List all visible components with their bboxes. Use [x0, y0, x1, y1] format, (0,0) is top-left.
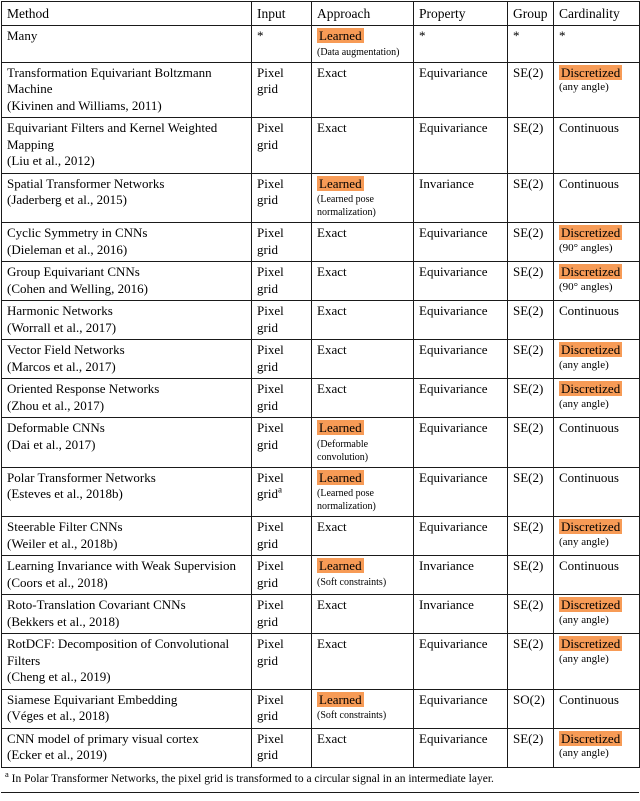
- group-cell: [508, 728, 554, 767]
- property-cell: [414, 379, 508, 418]
- approach-value: Exact: [317, 381, 347, 397]
- method-cell: [2, 634, 252, 690]
- cardinality-value: Continuous: [559, 469, 619, 485]
- property-value: Equivariance: [419, 730, 488, 746]
- cardinality-cell: [554, 301, 640, 340]
- table-footnote: [1, 768, 639, 794]
- input-value: Pixel grid: [257, 120, 284, 152]
- col-header-input: Input: [252, 2, 312, 26]
- method-name: Learning Invariance with Weak Supervision: [7, 558, 237, 574]
- method-cell: [2, 118, 252, 174]
- approach-cell: [312, 728, 414, 767]
- approach-cell: [312, 173, 414, 223]
- group-value: SE(2): [513, 225, 544, 241]
- cardinality-note: (any angle): [559, 397, 609, 410]
- approach-cell: [312, 62, 414, 118]
- property-cell: [414, 301, 508, 340]
- input-cell: [252, 556, 312, 595]
- property-cell: [414, 173, 508, 223]
- method-name: Many: [7, 28, 38, 44]
- group-cell: [508, 595, 554, 634]
- cardinality-cell: [554, 173, 640, 223]
- method-name: Group Equivariant CNNs: [7, 264, 140, 280]
- property-value: Invariance: [419, 558, 474, 574]
- approach-cell: [312, 517, 414, 556]
- input-value: Pixel grid: [257, 175, 284, 208]
- method-cell: [2, 262, 252, 301]
- col-header-cardinality: Cardinality: [554, 2, 640, 26]
- group-cell: [508, 223, 554, 262]
- group-cell: [508, 689, 554, 728]
- approach-cell: [312, 118, 414, 174]
- approach-cell: [312, 301, 414, 340]
- group-cell: [508, 118, 554, 174]
- approach-cell: [312, 634, 414, 690]
- group-value: SE(2): [513, 120, 544, 136]
- approach-cell: [312, 26, 414, 63]
- approach-note: (Learned pose normalization): [317, 194, 376, 219]
- method-cell: [2, 467, 252, 517]
- method-name: Oriented Response Networks: [7, 381, 160, 397]
- method-name: Roto-Translation Covariant CNNs: [7, 597, 186, 613]
- input-value: Pixel grid: [257, 558, 284, 590]
- table-row: [2, 118, 640, 174]
- input-cell: [252, 223, 312, 262]
- col-header-method: Method: [2, 2, 252, 26]
- approach-note: (Data augmentation): [317, 46, 400, 58]
- input-cell: [252, 62, 312, 118]
- cardinality-cell: [554, 62, 640, 118]
- group-value: SE(2): [513, 597, 544, 613]
- table-row: [2, 62, 640, 118]
- table-row: [2, 418, 640, 468]
- approach-cell: [312, 467, 414, 517]
- group-cell: [508, 262, 554, 301]
- method-citation: (Cheng et al., 2019): [7, 669, 111, 685]
- approach-value: Exact: [317, 64, 347, 80]
- property-value: Equivariance: [419, 225, 488, 241]
- property-cell: [414, 634, 508, 690]
- method-cell: [2, 223, 252, 262]
- table-row: [2, 467, 640, 517]
- input-cell: [252, 379, 312, 418]
- input-value: Pixel grid: [257, 730, 284, 763]
- approach-note: (Deformable convolution): [317, 438, 369, 463]
- footnote-text: In Polar Transformer Networks, the pixel grid is transformed to a circular signal in an intermediate layer.: [8, 772, 494, 785]
- cardinality-value: Discretized: [561, 264, 621, 280]
- cardinality-value: Continuous: [559, 303, 619, 319]
- method-cell: [2, 556, 252, 595]
- table-row: [2, 262, 640, 301]
- method-name: RotDCF: Decomposition of Convolutional Filters: [7, 636, 230, 668]
- cardinality-note: (any angle): [559, 747, 609, 760]
- method-name: Transformation Equivariant Boltzmann Machine: [7, 64, 212, 97]
- approach-value: Exact: [317, 597, 347, 613]
- input-value: Pixel grid: [257, 64, 284, 97]
- approach-value: Learned: [319, 691, 362, 707]
- approach-cell: [312, 223, 414, 262]
- property-value: Equivariance: [419, 381, 488, 397]
- cardinality-note: (any angle): [559, 358, 609, 371]
- table-row: [2, 379, 640, 418]
- cardinality-cell: [554, 118, 640, 174]
- input-value: Pixel grid: [257, 691, 284, 724]
- input-superscript: a: [277, 484, 282, 495]
- group-cell: [508, 467, 554, 517]
- group-value: *: [513, 28, 520, 44]
- approach-cell: [312, 556, 414, 595]
- approach-cell: [312, 262, 414, 301]
- method-cell: [2, 173, 252, 223]
- input-cell: [252, 173, 312, 223]
- method-name: Siamese Equivariant Embedding: [7, 691, 178, 707]
- cardinality-value: Continuous: [559, 175, 619, 191]
- property-value: Equivariance: [419, 64, 488, 80]
- method-citation: (Dai et al., 2017): [7, 436, 96, 452]
- group-value: SE(2): [513, 342, 544, 358]
- cardinality-cell: [554, 223, 640, 262]
- property-cell: [414, 418, 508, 468]
- property-value: Equivariance: [419, 691, 488, 707]
- input-value: Pixel grid: [257, 342, 284, 374]
- method-citation: (Ecker et al., 2019): [7, 747, 107, 763]
- cardinality-cell: [554, 728, 640, 767]
- input-value: *: [257, 28, 264, 44]
- input-cell: [252, 26, 312, 63]
- cardinality-note: (any angle): [559, 613, 609, 626]
- method-name: Steerable Filter CNNs: [7, 519, 123, 535]
- method-cell: [2, 689, 252, 728]
- approach-value: Exact: [317, 519, 347, 535]
- input-cell: [252, 340, 312, 379]
- group-cell: [508, 173, 554, 223]
- method-name: Spatial Transformer Networks: [7, 175, 165, 191]
- method-citation: (Liu et al., 2012): [7, 153, 95, 169]
- input-cell: [252, 118, 312, 174]
- input-value: Pixel grid: [257, 636, 284, 668]
- method-name: Deformable CNNs: [7, 420, 105, 436]
- approach-note: (Soft constraints): [317, 576, 387, 588]
- table-row: [2, 517, 640, 556]
- approach-value: Exact: [317, 264, 347, 280]
- table-row: [2, 595, 640, 634]
- group-cell: [508, 634, 554, 690]
- property-value: Invariance: [419, 597, 474, 613]
- approach-value: Exact: [317, 303, 347, 319]
- cardinality-note: (90° angles): [559, 241, 613, 254]
- method-cell: [2, 26, 252, 63]
- group-value: SE(2): [513, 636, 544, 652]
- group-cell: [508, 379, 554, 418]
- approach-cell: [312, 595, 414, 634]
- property-cell: [414, 26, 508, 63]
- property-value: Equivariance: [419, 420, 488, 436]
- approach-note: (Learned pose normalization): [317, 488, 376, 513]
- method-citation: (Esteves et al., 2018b): [7, 486, 123, 502]
- cardinality-value: Discretized: [561, 636, 621, 652]
- input-cell: [252, 728, 312, 767]
- cardinality-value: Discretized: [561, 730, 621, 746]
- property-value: Equivariance: [419, 469, 488, 485]
- method-citation: (Coors et al., 2018): [7, 574, 108, 590]
- property-value: *: [419, 28, 426, 44]
- table-row: [2, 556, 640, 595]
- table-row: [2, 26, 640, 63]
- cardinality-cell: [554, 262, 640, 301]
- cardinality-cell: [554, 634, 640, 690]
- property-value: Equivariance: [419, 303, 488, 319]
- input-value: Pixel grid: [257, 597, 284, 629]
- method-citation: (Cohen and Welling, 2016): [7, 280, 148, 296]
- method-citation: (Worrall et al., 2017): [7, 319, 117, 335]
- approach-cell: [312, 340, 414, 379]
- cardinality-value: Continuous: [559, 120, 619, 136]
- method-citation: (Bekkers et al., 2018): [7, 613, 120, 629]
- input-cell: [252, 689, 312, 728]
- property-cell: [414, 262, 508, 301]
- method-citation: (Véges et al., 2018): [7, 708, 110, 724]
- cardinality-value: Discretized: [561, 381, 621, 397]
- method-name: Cyclic Symmetry in CNNs: [7, 225, 148, 241]
- property-cell: [414, 62, 508, 118]
- group-value: SE(2): [513, 64, 544, 80]
- input-cell: [252, 595, 312, 634]
- group-value: SE(2): [513, 303, 544, 319]
- table-row: [2, 728, 640, 767]
- input-value: Pixel grid: [257, 519, 284, 551]
- property-cell: [414, 467, 508, 517]
- col-header-group: Group: [508, 2, 554, 26]
- method-citation: (Zhou et al., 2017): [7, 397, 105, 413]
- input-cell: [252, 262, 312, 301]
- cardinality-note: (any angle): [559, 535, 609, 548]
- property-cell: [414, 223, 508, 262]
- approach-value: Learned: [319, 469, 362, 485]
- method-citation: (Jaderberg et al., 2015): [7, 192, 127, 208]
- property-cell: [414, 517, 508, 556]
- cardinality-cell: [554, 556, 640, 595]
- input-value: Pixel grid: [257, 264, 284, 296]
- cardinality-value: Discretized: [561, 597, 621, 613]
- method-name: Equivariant Filters and Kernel Weighted Mapping: [7, 120, 218, 152]
- table-row: [2, 173, 640, 223]
- group-cell: [508, 556, 554, 595]
- group-value: SE(2): [513, 381, 544, 397]
- method-citation: (Dieleman et al., 2016): [7, 241, 128, 257]
- method-cell: [2, 379, 252, 418]
- cardinality-value: Discretized: [561, 225, 621, 241]
- col-header-approach: Approach: [312, 2, 414, 26]
- approach-value: Learned: [319, 175, 362, 191]
- methods-comparison-table: [1, 1, 640, 768]
- header-row: [2, 2, 640, 26]
- cardinality-cell: [554, 26, 640, 63]
- approach-cell: [312, 379, 414, 418]
- group-value: SE(2): [513, 558, 544, 574]
- cardinality-note: (90° angles): [559, 280, 613, 293]
- input-cell: [252, 301, 312, 340]
- group-value: SE(2): [513, 519, 544, 535]
- property-cell: [414, 689, 508, 728]
- footnote-marker: a: [5, 768, 9, 779]
- method-citation: (Kivinen and Williams, 2011): [7, 97, 162, 113]
- cardinality-value: Discretized: [561, 64, 621, 80]
- property-value: Equivariance: [419, 636, 488, 652]
- input-value: Pixel grid: [257, 420, 284, 452]
- cardinality-cell: [554, 418, 640, 468]
- cardinality-cell: [554, 595, 640, 634]
- cardinality-cell: [554, 340, 640, 379]
- table-row: [2, 634, 640, 690]
- property-value: Invariance: [419, 175, 474, 191]
- group-value: SE(2): [513, 420, 544, 436]
- approach-value: Exact: [317, 120, 347, 136]
- method-cell: [2, 728, 252, 767]
- group-cell: [508, 517, 554, 556]
- property-cell: [414, 118, 508, 174]
- input-cell: [252, 634, 312, 690]
- method-citation: (Weiler et al., 2018b): [7, 535, 118, 551]
- cardinality-value: *: [559, 28, 566, 44]
- cardinality-value: Continuous: [559, 558, 619, 574]
- group-value: SE(2): [513, 264, 544, 280]
- method-cell: [2, 418, 252, 468]
- input-value: Pixel grid: [257, 381, 284, 413]
- approach-value: Learned: [319, 420, 362, 436]
- cardinality-cell: [554, 379, 640, 418]
- group-value: SO(2): [513, 691, 545, 707]
- property-cell: [414, 340, 508, 379]
- method-cell: [2, 340, 252, 379]
- approach-value: Exact: [317, 342, 347, 358]
- method-name: Polar Transformer Networks: [7, 469, 156, 485]
- method-name: Vector Field Networks: [7, 342, 125, 358]
- approach-note: (Soft constraints): [317, 710, 387, 722]
- approach-cell: [312, 689, 414, 728]
- input-value: Pixel grid: [257, 303, 284, 335]
- input-cell: [252, 467, 312, 517]
- cardinality-cell: [554, 467, 640, 517]
- property-value: Equivariance: [419, 264, 488, 280]
- approach-value: Exact: [317, 636, 347, 652]
- group-cell: [508, 340, 554, 379]
- cardinality-note: (any angle): [559, 81, 609, 94]
- input-cell: [252, 418, 312, 468]
- cardinality-cell: [554, 689, 640, 728]
- approach-value: Exact: [317, 730, 347, 746]
- cardinality-value: Discretized: [561, 519, 621, 535]
- method-citation: (Marcos et al., 2017): [7, 358, 116, 374]
- method-name: CNN model of primary visual cortex: [7, 730, 199, 746]
- group-value: SE(2): [513, 469, 544, 485]
- group-value: SE(2): [513, 175, 544, 191]
- group-cell: [508, 418, 554, 468]
- property-value: Equivariance: [419, 120, 488, 136]
- table-row: [2, 223, 640, 262]
- approach-cell: [312, 418, 414, 468]
- table-row: [2, 301, 640, 340]
- cardinality-cell: [554, 517, 640, 556]
- group-cell: [508, 26, 554, 63]
- group-value: SE(2): [513, 730, 544, 746]
- method-cell: [2, 62, 252, 118]
- property-cell: [414, 595, 508, 634]
- input-value: Pixel grid: [257, 469, 284, 502]
- cardinality-value: Continuous: [559, 691, 619, 707]
- method-cell: [2, 595, 252, 634]
- property-value: Equivariance: [419, 342, 488, 358]
- method-cell: [2, 517, 252, 556]
- property-cell: [414, 556, 508, 595]
- approach-value: Learned: [319, 558, 362, 574]
- approach-value: Exact: [317, 225, 347, 241]
- property-value: Equivariance: [419, 519, 488, 535]
- col-header-property: Property: [414, 2, 508, 26]
- table-row: [2, 689, 640, 728]
- method-cell: [2, 301, 252, 340]
- property-cell: [414, 728, 508, 767]
- group-cell: [508, 301, 554, 340]
- method-name: Harmonic Networks: [7, 303, 113, 319]
- table-row: [2, 340, 640, 379]
- cardinality-value: Continuous: [559, 420, 619, 436]
- input-cell: [252, 517, 312, 556]
- cardinality-note: (any angle): [559, 652, 609, 665]
- approach-value: Learned: [319, 28, 362, 44]
- input-value: Pixel grid: [257, 225, 284, 257]
- cardinality-value: Discretized: [561, 342, 621, 358]
- group-cell: [508, 62, 554, 118]
